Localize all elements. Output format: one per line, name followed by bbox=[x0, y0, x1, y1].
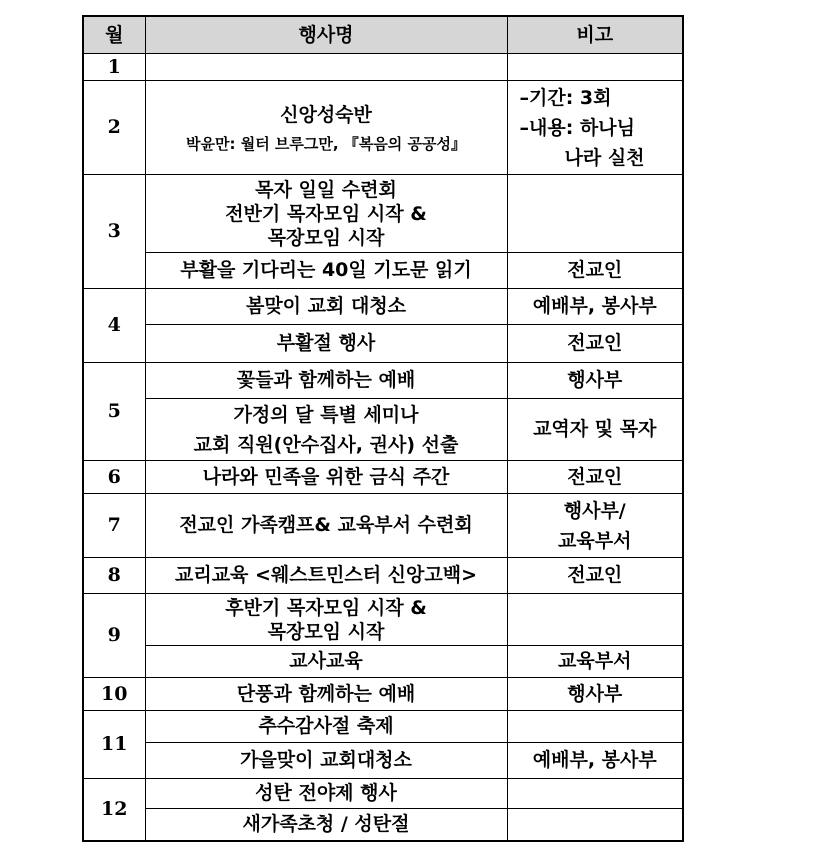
event-cell: 교리교육 <웨스트민스터 신앙고백> bbox=[145, 558, 507, 594]
month-cell: 10 bbox=[83, 678, 145, 711]
note-cell bbox=[507, 809, 683, 841]
event-schedule-table bbox=[82, 15, 684, 842]
event-cell: 부활절 행사 bbox=[145, 325, 507, 363]
month-cell: 5 bbox=[83, 363, 145, 461]
note-cell: 전교인 bbox=[507, 325, 683, 363]
table-row bbox=[83, 363, 683, 399]
event-cell: 나라와 민족을 위한 금식 주간 bbox=[145, 461, 507, 494]
table-row bbox=[83, 558, 683, 594]
note-line: –내용: 하나님 bbox=[519, 116, 635, 139]
note-line: 행사부/ bbox=[563, 499, 626, 522]
note-cell bbox=[507, 594, 683, 646]
table-row bbox=[83, 494, 683, 558]
event-title: 신앙성숙반 bbox=[280, 104, 372, 126]
table-row bbox=[83, 678, 683, 711]
event-cell bbox=[145, 594, 507, 646]
note-cell: 행사부 bbox=[507, 363, 683, 399]
header-note: 비고 bbox=[507, 16, 683, 54]
table-row bbox=[83, 325, 683, 363]
note-cell: 예배부, 봉사부 bbox=[507, 743, 683, 779]
table-row bbox=[83, 594, 683, 646]
header-event: 행사명 bbox=[145, 16, 507, 54]
note-cell: 행사부 bbox=[507, 678, 683, 711]
note-cell: 전교인 bbox=[507, 461, 683, 494]
note-cell bbox=[507, 54, 683, 81]
event-cell: 추수감사절 축제 bbox=[145, 711, 507, 743]
month-cell: 6 bbox=[83, 461, 145, 494]
note-cell: 예배부, 봉사부 bbox=[507, 289, 683, 325]
event-cell bbox=[145, 81, 507, 175]
table-row bbox=[83, 289, 683, 325]
table-row bbox=[83, 743, 683, 779]
note-line: 나라 실천 bbox=[564, 146, 645, 169]
note-cell bbox=[507, 494, 683, 558]
table-row bbox=[83, 81, 683, 175]
note-cell: 전교인 bbox=[507, 253, 683, 289]
note-line: –기간: 3회 bbox=[519, 86, 612, 109]
note-cell: 전교인 bbox=[507, 558, 683, 594]
event-cell: 가을맞이 교회대청소 bbox=[145, 743, 507, 779]
event-cell: 전교인 가족캠프& 교육부서 수련회 bbox=[145, 494, 507, 558]
event-cell: 교사교육 bbox=[145, 646, 507, 678]
table-row bbox=[83, 175, 683, 253]
note-cell bbox=[507, 711, 683, 743]
month-cell: 4 bbox=[83, 289, 145, 363]
table-row bbox=[83, 646, 683, 678]
note-cell: 교역자 및 목자 bbox=[507, 399, 683, 461]
event-cell: 성탄 전야제 행사 bbox=[145, 779, 507, 809]
event-cell bbox=[145, 175, 507, 253]
table-row bbox=[83, 809, 683, 841]
note-line: 교육부서 bbox=[558, 529, 632, 552]
event-cell: 부활을 기다리는 40일 기도문 읽기 bbox=[145, 253, 507, 289]
event-line: 목장모임 시작 bbox=[267, 226, 385, 249]
event-line: 목자 일일 수련회 bbox=[255, 178, 397, 201]
header-month: 월 bbox=[83, 16, 145, 54]
event-line: 교회 직원(안수집사, 권사) 선출 bbox=[193, 433, 459, 456]
event-cell: 새가족초청 / 성탄절 bbox=[145, 809, 507, 841]
event-subtitle: 박윤만: 월터 브루그만, 『복음의 공공성』 bbox=[186, 135, 466, 153]
table-row bbox=[83, 399, 683, 461]
table-row bbox=[83, 461, 683, 494]
note-cell bbox=[507, 175, 683, 253]
event-line: 가정의 달 특별 세미나 bbox=[233, 403, 419, 426]
event-cell: 꽃들과 함께하는 예배 bbox=[145, 363, 507, 399]
month-cell: 2 bbox=[83, 81, 145, 175]
event-cell: 봄맞이 교회 대청소 bbox=[145, 289, 507, 325]
note-cell bbox=[507, 81, 683, 175]
month-cell: 1 bbox=[83, 54, 145, 81]
event-cell: 단풍과 함께하는 예배 bbox=[145, 678, 507, 711]
event-line: 전반기 목자모임 시작 & bbox=[225, 202, 427, 225]
table-row bbox=[83, 779, 683, 809]
event-line: 후반기 목자모임 시작 & bbox=[225, 596, 427, 619]
note-cell bbox=[507, 779, 683, 809]
table-row bbox=[83, 253, 683, 289]
month-cell: 3 bbox=[83, 175, 145, 289]
table-row bbox=[83, 54, 683, 81]
month-cell: 7 bbox=[83, 494, 145, 558]
table-header-row bbox=[83, 16, 683, 54]
event-cell bbox=[145, 399, 507, 461]
month-cell: 11 bbox=[83, 711, 145, 779]
month-cell: 8 bbox=[83, 558, 145, 594]
event-cell bbox=[145, 54, 507, 81]
event-line: 목장모임 시작 bbox=[267, 620, 385, 643]
note-cell: 교육부서 bbox=[507, 646, 683, 678]
month-cell: 12 bbox=[83, 779, 145, 841]
month-cell: 9 bbox=[83, 594, 145, 678]
table-row bbox=[83, 711, 683, 743]
